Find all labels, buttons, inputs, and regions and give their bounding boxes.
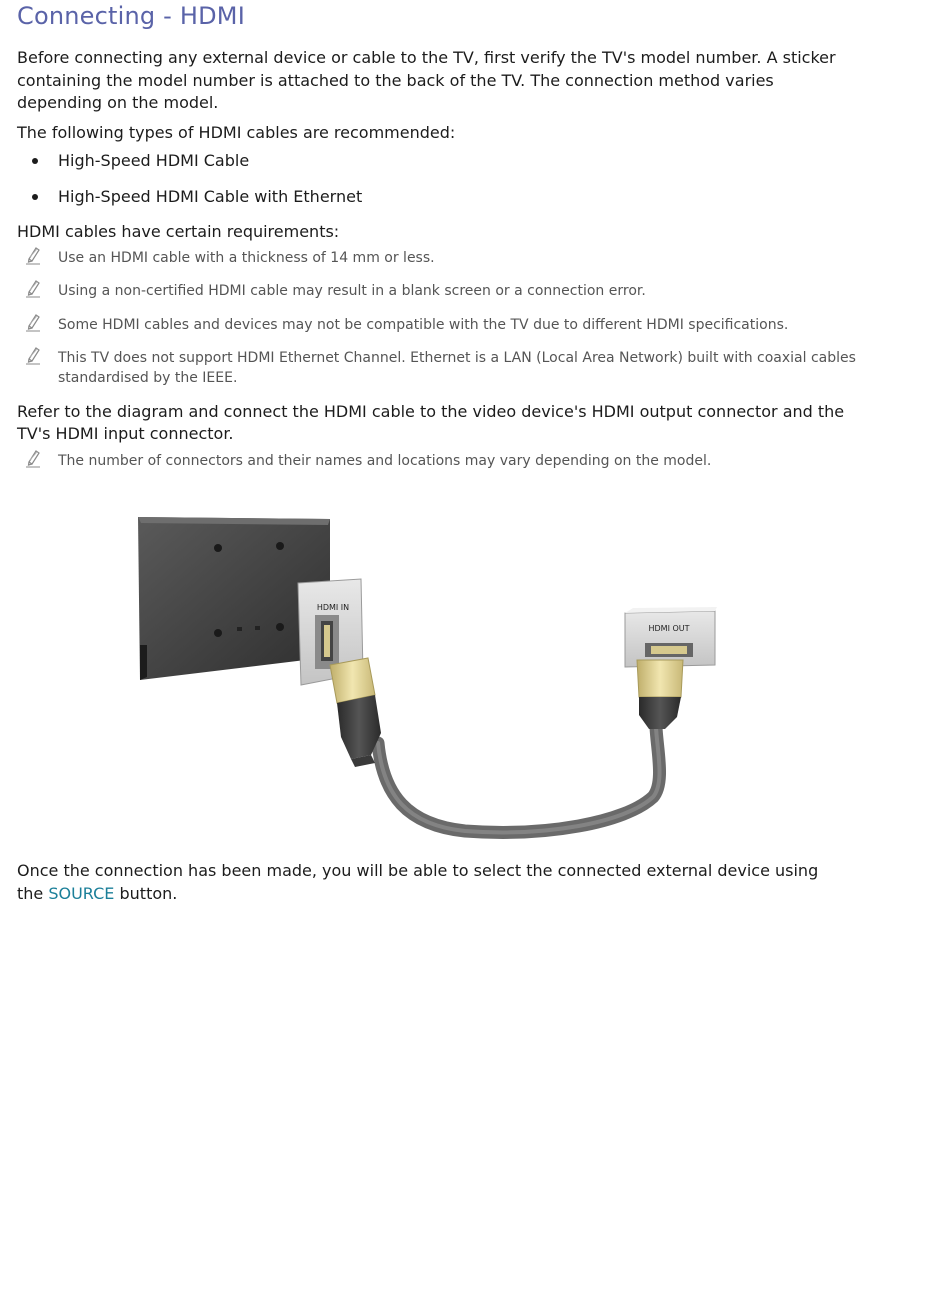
pencil-note-icon (25, 312, 41, 332)
page-title: Connecting - HDMI (17, 2, 245, 30)
pencil-note-icon (25, 245, 41, 265)
note-text: This TV does not support HDMI Ethernet Channel. Ethernet is a LAN (Local Area Network) built with coaxial cables standardised by the IEEE. (58, 350, 856, 386)
note-text: Some HDMI cables and devices may not be compatible with the TV due to different HDMI specifications. (58, 316, 789, 333)
note-text: The number of connectors and their names and locations may vary depending on the model. (58, 452, 712, 469)
note-item (17, 315, 857, 335)
recommended-heading: The following types of HDMI cables are recommended: (17, 122, 456, 142)
cable-type-list (17, 150, 857, 208)
hdmi-out-port (625, 607, 717, 667)
list-item: High-Speed HDMI Cable with Ethernet (17, 186, 857, 208)
hdmi-in-label: HDMI IN (316, 603, 350, 612)
pencil-note-icon (25, 345, 41, 365)
note-item (17, 281, 857, 301)
requirement-notes (17, 248, 857, 389)
list-item: High-Speed HDMI Cable (17, 150, 857, 172)
note-item (17, 348, 857, 388)
closing-text-end: button. (114, 883, 178, 903)
closing-text-start: Once the connection has been made, you will be able to select the connected external device using the (17, 861, 819, 903)
note-text: Use an HDMI cable with a thickness of 14 mm or less. (58, 249, 435, 266)
manual-page (17, 0, 857, 903)
hdmi-connection-diagram (125, 505, 735, 840)
diagram-notes (17, 451, 857, 471)
closing-paragraph (17, 860, 847, 905)
hdmi-plug-device (637, 660, 683, 729)
source-button-label: SOURCE (48, 883, 115, 903)
pencil-note-icon (25, 448, 41, 468)
note-item (17, 451, 857, 471)
note-text: Using a non-certified HDMI cable may result in a blank screen or a connection error. (58, 283, 646, 299)
requirements-heading: HDMI cables have certain requirements: (17, 222, 340, 241)
hdmi-out-label: HDMI OUT (648, 624, 690, 633)
pencil-note-icon (25, 278, 41, 298)
note-item (17, 248, 857, 268)
diagram-instruction: Refer to the diagram and connect the HDMI cable to the video device's HDMI output connector and the TV's HDMI input connector. (17, 401, 845, 443)
intro-paragraph: Before connecting any external device or cable to the TV, first verify the TV's model number. A sticker containing the model number is attached to the back of the TV. The connection method varies depending on the model. (17, 48, 836, 112)
